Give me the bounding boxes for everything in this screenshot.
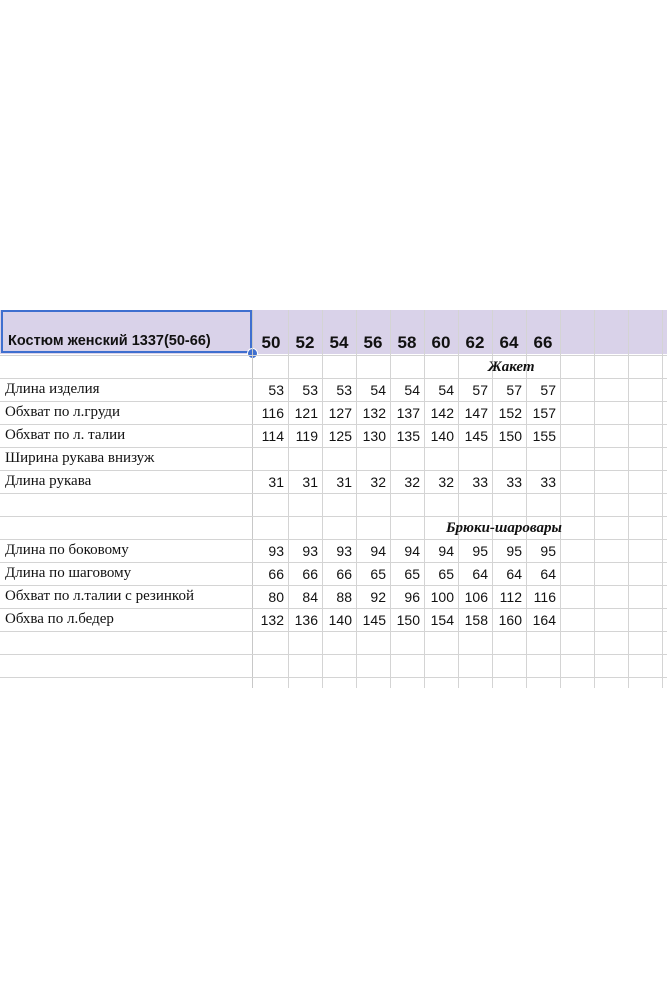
measure-value: 158 (464, 612, 488, 628)
grid-row-line (0, 493, 667, 494)
size-header: 50 (261, 333, 281, 352)
measure-value: 66 (336, 566, 352, 582)
measure-value: 31 (302, 474, 318, 490)
measure-value: 116 (533, 589, 556, 605)
size-header: 54 (329, 333, 349, 352)
measure-value: 112 (499, 589, 522, 605)
size-header: 58 (397, 333, 417, 352)
measure-value: 145 (464, 428, 488, 444)
measure-value: 155 (532, 428, 556, 444)
grid-row-line (0, 424, 667, 425)
measure-label: Ширина рукава внизуж (5, 450, 155, 466)
measure-value: 157 (532, 405, 556, 421)
measure-value: 65 (370, 566, 386, 582)
measure-value: 57 (540, 382, 556, 398)
size-header: 56 (363, 333, 383, 352)
size-header: 62 (465, 333, 485, 352)
size-header: 52 (295, 333, 315, 352)
measure-value: 92 (370, 589, 386, 605)
measure-value: 53 (302, 382, 318, 398)
grid-row-line (0, 608, 667, 609)
size-header: 64 (499, 333, 519, 352)
measure-value: 88 (336, 589, 352, 605)
measure-value: 154 (430, 612, 454, 628)
measure-value: 140 (430, 428, 454, 444)
grid-row-line (0, 631, 667, 632)
measure-label: Обхват по л.груди (5, 404, 121, 420)
measure-value: 135 (396, 428, 420, 444)
measure-value: 152 (498, 405, 522, 421)
measure-value: 65 (438, 566, 454, 582)
section-title: Жакет (488, 359, 535, 375)
grid-row-line (0, 355, 667, 356)
measure-value: 136 (294, 612, 318, 628)
measure-value: 33 (540, 474, 556, 490)
measure-value: 57 (472, 382, 488, 398)
grid-row-line (0, 539, 667, 540)
measure-value: 96 (404, 589, 420, 605)
measure-value: 54 (404, 382, 420, 398)
measure-value: 130 (362, 428, 386, 444)
measure-value: 100 (430, 589, 454, 605)
measure-value: 64 (506, 566, 522, 582)
measure-value: 65 (404, 566, 420, 582)
measure-value: 31 (268, 474, 284, 490)
measure-label: Длина рукава (5, 473, 92, 489)
measure-value: 94 (370, 543, 386, 559)
size-header: 66 (533, 333, 553, 352)
grid-row-line (0, 401, 667, 402)
measure-label: Длина по шаговому (5, 565, 132, 581)
measure-value: 164 (532, 612, 556, 628)
size-header: 60 (431, 333, 451, 352)
measure-value: 132 (362, 405, 386, 421)
measure-value: 119 (295, 428, 318, 444)
grid-row-line (0, 447, 667, 448)
measure-value: 33 (506, 474, 522, 490)
measure-label: Обхва по л.бедер (5, 611, 114, 627)
measure-label: Обхват по л. талии (5, 427, 126, 443)
measure-value: 95 (472, 543, 488, 559)
measure-label: Длина по боковому (5, 542, 129, 558)
measure-value: 57 (506, 382, 522, 398)
measure-value: 54 (370, 382, 386, 398)
measure-value: 150 (498, 428, 522, 444)
measure-value: 95 (506, 543, 522, 559)
measure-value: 160 (498, 612, 522, 628)
measure-value: 64 (472, 566, 488, 582)
grid-row-line (0, 677, 667, 678)
measure-value: 93 (302, 543, 318, 559)
measure-value: 145 (362, 612, 386, 628)
measure-value: 53 (336, 382, 352, 398)
measure-value: 95 (540, 543, 556, 559)
measure-value: 32 (438, 474, 454, 490)
measure-value: 93 (336, 543, 352, 559)
measure-value: 66 (302, 566, 318, 582)
grid-row-line (0, 562, 667, 563)
measure-value: 127 (328, 405, 352, 421)
measure-value: 121 (294, 405, 318, 421)
measure-value: 142 (430, 405, 454, 421)
measure-value: 80 (268, 589, 284, 605)
measure-value: 53 (268, 382, 284, 398)
measure-value: 137 (396, 405, 420, 421)
measure-value: 94 (404, 543, 420, 559)
measure-value: 147 (464, 405, 488, 421)
measure-label: Обхват по л.талии с резинкой (5, 588, 194, 604)
measure-value: 132 (260, 612, 284, 628)
measure-value: 33 (472, 474, 488, 490)
measure-value: 116 (261, 405, 284, 421)
measure-value: 125 (328, 428, 352, 444)
grid-row-line (0, 378, 667, 379)
measure-value: 64 (540, 566, 556, 582)
grid-row-line (0, 585, 667, 586)
grid-row-line (0, 516, 667, 517)
measure-value: 150 (396, 612, 420, 628)
measure-value: 94 (438, 543, 454, 559)
measure-value: 114 (261, 428, 284, 444)
grid-row-line (0, 470, 667, 471)
measure-value: 54 (438, 382, 454, 398)
measure-value: 93 (268, 543, 284, 559)
section-title: Брюки-шаровары (446, 520, 562, 536)
grid-row-line (0, 654, 667, 655)
measure-label: Длина изделия (5, 381, 100, 397)
measure-value: 84 (302, 589, 318, 605)
measure-value: 32 (404, 474, 420, 490)
measure-value: 106 (464, 589, 488, 605)
product-title: Костюм женский 1337(50-66) (8, 333, 211, 349)
measure-value: 32 (370, 474, 386, 490)
measure-value: 140 (328, 612, 352, 628)
measure-value: 66 (268, 566, 284, 582)
measure-value: 31 (336, 474, 352, 490)
